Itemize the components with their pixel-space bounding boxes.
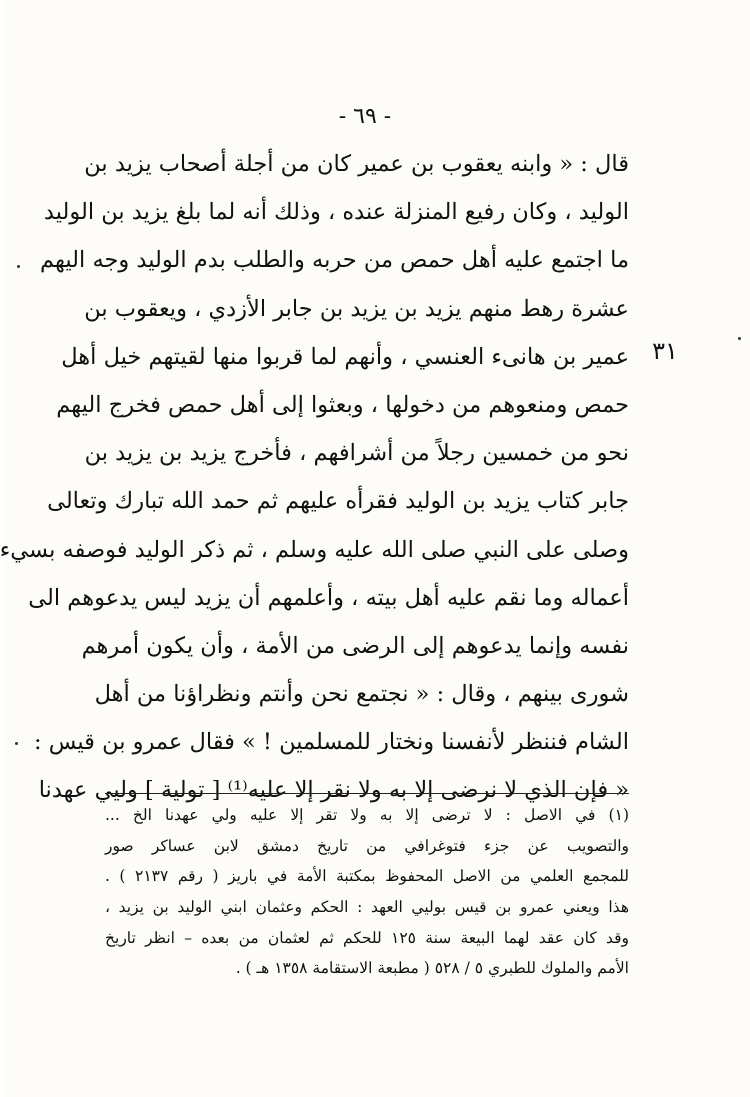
footnote-line: الأمم والملوك للطبري ٥ / ٥٢٨ ( مطبعة الاستقامة ١٣٥٨ هـ ) .: [235, 959, 629, 978]
scan-speck: [17, 265, 20, 268]
main-text: [0, 140, 629, 815]
footnote-line: للمجمع العلمي من الاصل المحفوظ بمكتبة الأمة في باريز ( رقم ٢١٣٧ ) .: [105, 867, 630, 886]
text-line: عمير بن هانىء العنسي ، وأنهم لما قربوا منها لقيتهم خيل أهل: [61, 343, 629, 370]
text-line: أعماله وما نقم عليه أهل بيته ، وأعلمهم أن يزيد ليس يدعوهم الى: [28, 584, 629, 611]
scan-speck: [15, 742, 18, 745]
text-line: حمص ومنعوهم من دخولها ، وبعثوا إلى أهل حمص فخرج اليهم: [56, 391, 629, 418]
footnote-divider: [105, 793, 629, 794]
text-line: الوليد ، وكان رفيع المنزلة عنده ، وذلك أنه لما بلغ يزيد بن الوليد: [43, 199, 629, 226]
text-line: « فإن الذي لا نرضى إلا به ولا نقر إلا عليه⁽¹⁾ [ تولية ] وليي عهدنا: [38, 777, 629, 804]
text-line: قال : « وابنه يعقوب بن عمير كان من أجلة أصحاب يزيد بن: [84, 151, 629, 177]
text-line: نحو من خمسين رجلاً من أشرافهم ، فأخرج يزيد بن يزيد بن: [84, 440, 629, 467]
text-line: نفسه وإنما يدعوهم إلى الرضى من الأمة ، وأن يكون أمرهم: [81, 632, 629, 659]
footnote-line: وقد كان عقد لهما البيعة سنة ١٢٥ للحكم ثم لعثمان من بعده – انظر تاريخ: [105, 928, 629, 947]
margin-reference-number: ٣١: [652, 337, 678, 365]
text-line: عشرة رهط منهم يزيد بن يزيد بن جابر الأزدي ، ويعقوب بن: [84, 295, 629, 322]
footnote-line: هذا ويعني عمرو بن قيس بوليي العهد : الحكم وعثمان ابني الوليد بن يزيد ،: [105, 898, 629, 917]
footnote-line: (١) في الاصل : لا ترضى إلا به ولا تقر إلا عليه ولي عهدنا الخ ...: [105, 806, 629, 824]
text-line: وصلى على النبي صلى الله عليه وسلم ، ثم ذكر الوليد فوصفه بسيء: [0, 536, 629, 563]
page-number: - ٦٩ -: [338, 104, 392, 129]
footnotes: [105, 800, 629, 984]
text-line: شورى بينهم ، وقال : « نجتمع نحن وأنتم ونظراؤنا من أهل: [94, 681, 629, 708]
text-line: الشام فننظر لأنفسنا ونختار للمسلمين ! » فقال عمرو بن قيس :: [33, 729, 629, 756]
text-line: جابر كتاب يزيد بن الوليد فقرأه عليهم ثم حمد الله تبارك وتعالى: [47, 488, 629, 515]
scan-speck: [738, 337, 741, 340]
text-line: ما اجتمع عليه أهل حمص من حربه والطلب بدم الوليد وجه اليهم: [40, 247, 629, 274]
footnote-line: والتصويب عن جزء فتوغرافي من تاريخ دمشق لابن عساكر صور: [105, 836, 629, 855]
